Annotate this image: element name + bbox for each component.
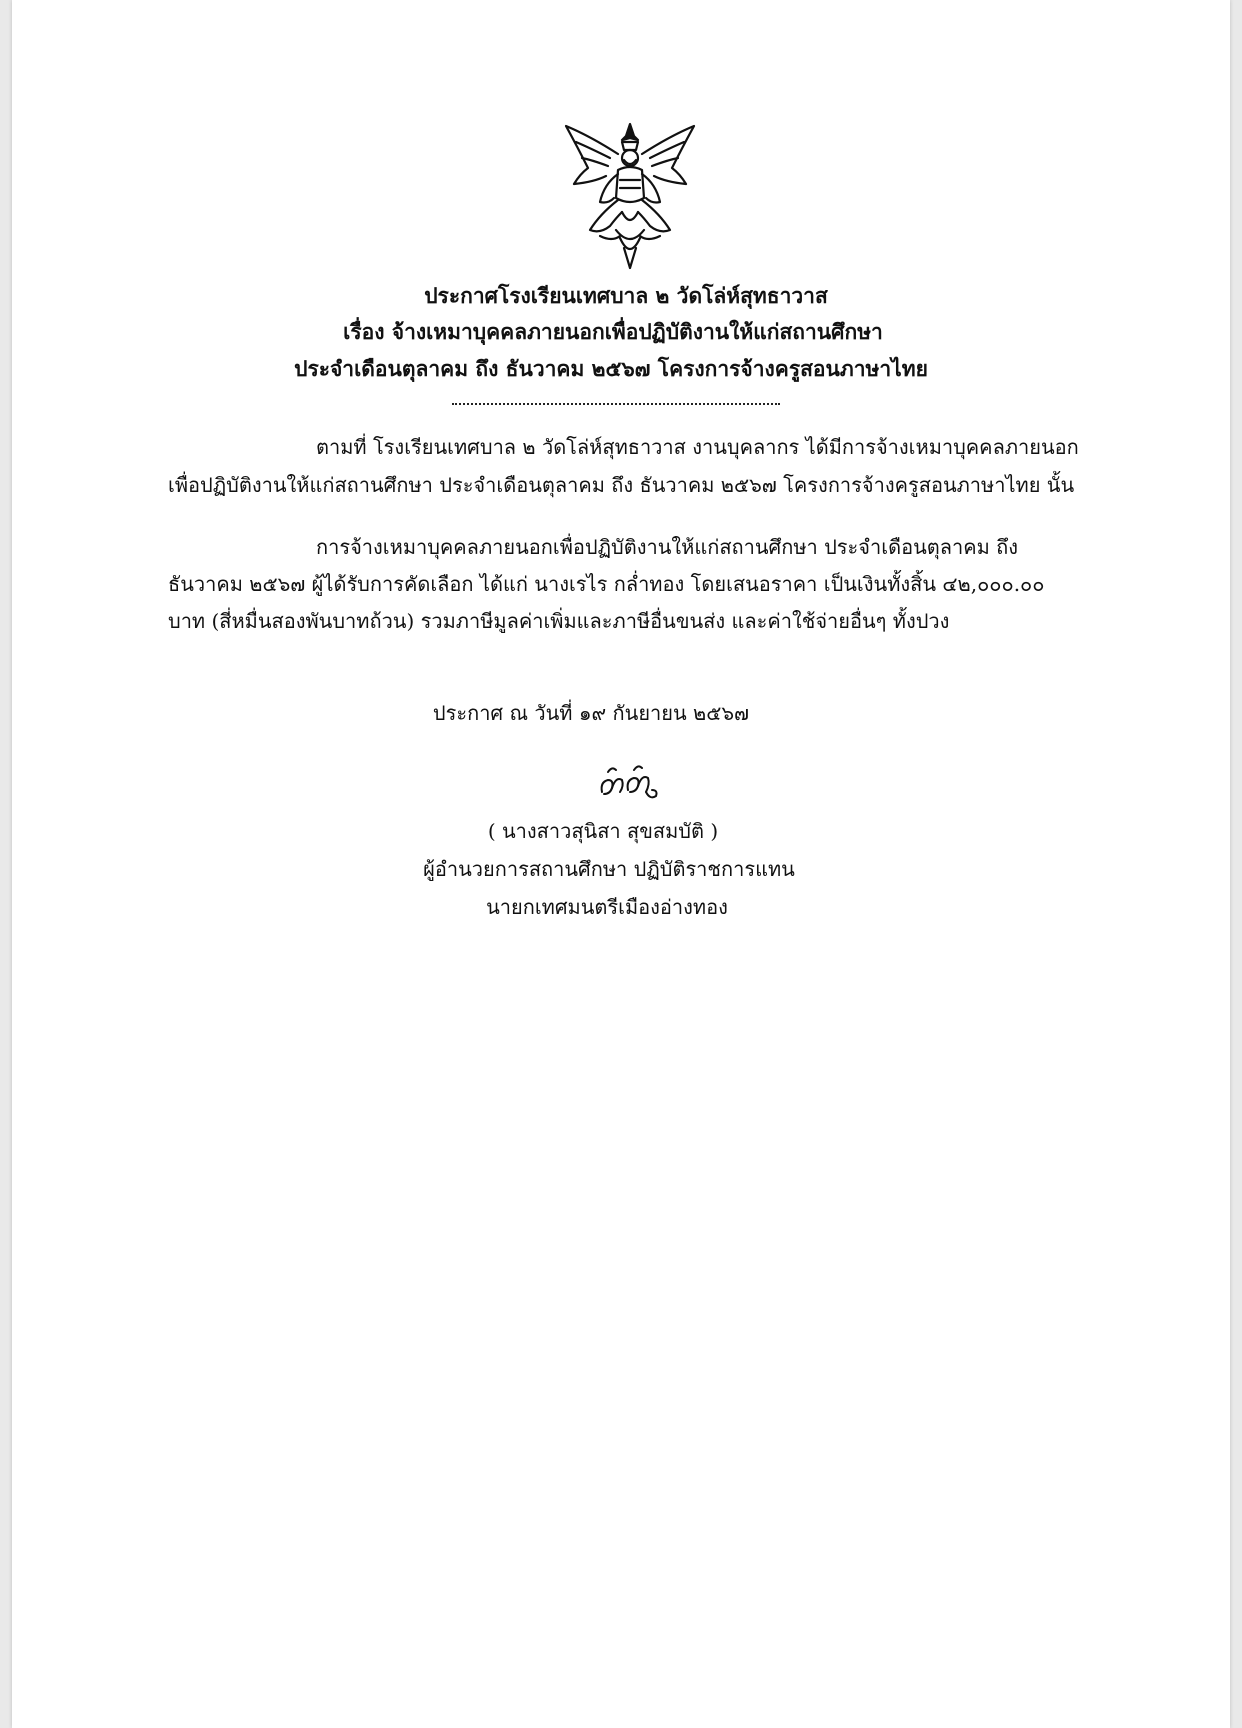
announcement-title: ประกาศโรงเรียนเทศบาล ๒ วัดโล่ห์สุทธาวาส bbox=[424, 283, 828, 308]
announcement-subject: เรื่อง จ้างเหมาบุคคลภายนอกเพื่อปฏิบัติงานให้แก่สถานศึกษา bbox=[343, 319, 883, 344]
announcement-date: ประกาศ ณ วันที่ ๑๙ กันยายน ๒๕๖๗ bbox=[432, 701, 750, 725]
dotted-divider bbox=[452, 403, 780, 405]
paragraph1-line1: ตามที่ โรงเรียนเทศบาล ๒ วัดโล่ห์สุทธาวาส งานบุคลากร ได้มีการจ้างเหมาบุคคลภายนอก bbox=[316, 435, 1079, 459]
announcement-period: ประจำเดือนตุลาคม ถึง ธันวาคม ๒๕๖๗ โครงการจ้างครูสอนภาษาไทย bbox=[294, 356, 928, 381]
signer-position-authority: นายกเทศมนตรีเมืองอ่างทอง bbox=[486, 895, 728, 919]
garuda-emblem-icon bbox=[560, 118, 700, 272]
paragraph2-line2: ธันวาคม ๒๕๖๗ ผู้ได้รับการคัดเลือก ได้แก่ นางเรไร กล่ำทอง โดยเสนอราคา เป็นเงินทั้งสิ้น ๔๒,๐๐๐.๐๐ bbox=[168, 572, 1045, 596]
handwritten-signature bbox=[594, 758, 666, 804]
document-page bbox=[12, 0, 1230, 1728]
paragraph2-line3: บาท (สี่หมื่นสองพันบาทถ้วน) รวมภาษีมูลค่าเพิ่มและภาษีอื่นขนส่ง และค่าใช้จ่ายอื่นๆ ทั้งปวง bbox=[168, 609, 950, 633]
paragraph2-line1: การจ้างเหมาบุคคลภายนอกเพื่อปฏิบัติงานให้แก่สถานศึกษา ประจำเดือนตุลาคม ถึง bbox=[316, 535, 1019, 559]
signer-position: ผู้อำนวยการสถานศึกษา ปฏิบัติราชการแทน bbox=[423, 857, 795, 881]
signer-name: ( นางสาวสุนิสา สุขสมบัติ ) bbox=[487, 819, 719, 843]
paragraph1-line2: เพื่อปฏิบัติงานให้แก่สถานศึกษา ประจำเดือนตุลาคม ถึง ธันวาคม ๒๕๖๗ โครงการจ้างครูสอนภาษาไทย นั้น bbox=[168, 473, 1075, 497]
